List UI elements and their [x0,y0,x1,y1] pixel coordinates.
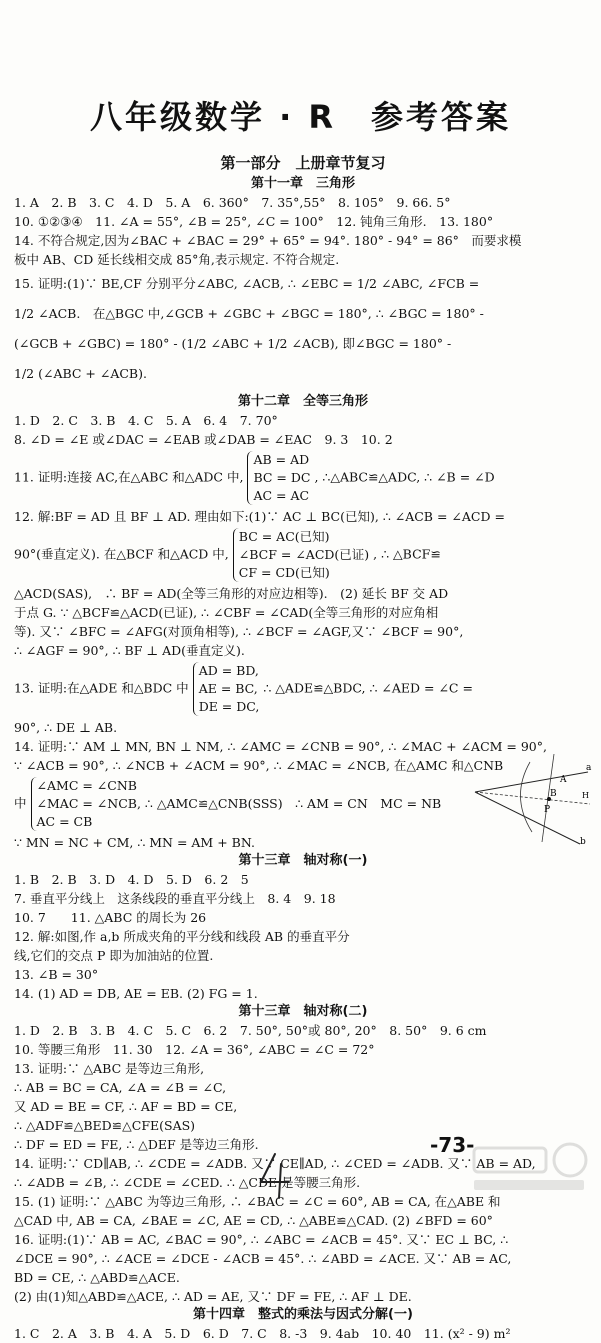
system-line: DE = DC, [198,699,260,714]
watermark-box [474,1148,546,1172]
answer-line: 等). 又∵ ∠BFC = ∠AFG(对顶角相等), ∴ ∠BCF = ∠AGF,又∵ ∠BCF = 90°, [14,624,464,639]
answer-line: ∴ △ADF≌△BED≌△CFE(SAS) [14,1118,196,1133]
answer-line: 1/2 (∠ABC + ∠ACB). [14,366,147,381]
answer-text: , ∴△ABC≌△ADC, ∴ ∠B = ∠D [314,469,495,485]
equation-system-brace [247,451,310,505]
answer-line: ∴ DF = ED = FE, ∴ △DEF 是等边三角形. [14,1137,259,1152]
watermark-circle [554,1144,586,1176]
answer-text: ∴ △ADE≌△BDC, ∴ ∠AED = ∠C = [263,680,473,696]
answer-line: (2) 由(1)知△ABD≌△ACE, ∴ AD = AE, 又∵ DF = FE, ∴ AF ⊥ DE. [14,1289,412,1304]
system-line: AC = AC [253,488,310,503]
answer-text: 90°(垂直定义). 在△BCF 和△ACD 中, [14,546,229,562]
answer-line: 14. (1) AD = DB, AE = EB. (2) FG = 1. [14,986,258,1001]
chapter-11-heading: 第十一章 三角形 [250,176,355,191]
system-line: BC = DC [253,470,311,485]
answer-line-with-system [14,660,592,718]
label-B: B [550,789,557,799]
handwritten-mark [255,1150,295,1200]
answer-line: 8. ∠D = ∠E 或∠DAC = ∠EAB 或∠DAB = ∠EAC 9. 3 10. 2 [14,432,393,447]
answer-line: 13. 证明:∵ △ABC 是等边三角形, [14,1061,205,1076]
answer-line: (∠GCB + ∠GBC) = 180° - (1/2 ∠ABC + 1/2 ∠ACB), 即∠BGC = 180° - [14,336,452,351]
angle-bisector [475,792,590,804]
chapter-13a-heading: 第十三章 轴对称(一) [238,853,368,868]
answer-line: 16. 证明:(1)∵ AB = AC, ∠BAC = 90°, ∴ ∠ABC = ∠ACB = 45°. 又∵ EC ⊥ BC, ∴ [14,1232,509,1247]
answer-line-with-system [14,526,592,584]
answer-text: 11. 证明:连接 AC,在△ABC 和△ADC 中, [14,469,244,485]
label-a: a [586,763,592,773]
answer-line: BD = CE, ∴ △ABD≌△ACE. [14,1270,180,1285]
line-a [475,792,580,844]
handwritten-4-stroke [261,1154,289,1198]
answer-line: ∵ MN = NC + CM, ∴ MN = AM + BN. [14,835,255,850]
watermark-logo [470,1140,590,1195]
answer-line: 15. (1) 证明:∵ △ABC 为等边三角形, ∴ ∠BAC = ∠C = 60°, AB = CA, 在△ABE 和 [14,1194,501,1209]
system-line: ∠MAC = ∠NCB, ∴ △AMC≌△CNB(SSS) ∴ AM = CN MC = NB [36,796,442,811]
chapter-14-heading: 第十四章 整式的乘法与因式分解(一) [193,1307,413,1322]
answer-line: 又 AD = BE = CF, ∴ AF = BD = CE, [14,1099,238,1114]
answer-line: 14. 不符合规定,因为∠BAC + ∠BAC = 29° + 65° = 94°. 180° - 94° = 86° 而要求模 [14,233,522,248]
answer-line: 15. 证明:(1)∵ BE,CF 分别平分∠ABC, ∠ACB, ∴ ∠EBC = 1/2 ∠ABC, ∠FCB = [14,276,480,291]
answer-line: 12. 解:如图,作 a,b 所成夹角的平分线和线段 AB 的垂直平分 [14,929,350,944]
chapter-13b-heading: 第十三章 轴对称(二) [238,1004,368,1019]
answer-line: 90°, ∴ DE ⊥ AB. [14,720,118,735]
watermark-bar [474,1180,584,1190]
chapter-12-heading: 第十二章 全等三角形 [237,394,368,409]
answer-line: 于点 G. ∵ △BCF≌△ACD(已证), ∴ ∠CBF = ∠CAD(全等三角形的对应角相 [14,605,439,620]
answer-line: 板中 AB、CD 延长线相交成 85°角,表示规定. 不符合规定. [14,252,340,267]
answer-line: 1. A 2. B 3. C 4. D 5. A 6. 360° 7. 35°,55° 8. 105° 9. 66. 5° [14,195,451,210]
answer-line: ∵ ∠ACB = 90°, ∴ ∠NCB + ∠ACM = 90°, ∴ ∠MAC = ∠NCB, 在△AMC 和△CNB [14,758,504,773]
answer-line: ∴ AB = BC = CA, ∠A = ∠B = ∠C, [14,1080,227,1095]
answer-line: 1. B 2. B 3. D 4. D 5. D 6. 2 5 [14,872,249,887]
equation-system-brace [193,662,260,716]
answer-line: 14. 证明:∵ CD∥AB, ∴ ∠CDE = ∠ADB. 又∵ CE∥AD, ∴ ∠CED = ∠ADB. 又∵ AB = AD, [14,1156,536,1171]
answer-line: △CAD 中, AB = CA, ∠BAE = ∠C, AE = CD, ∴ △ABE≌△CAD. (2) ∠BFD = 60° [14,1213,493,1228]
system-line: AE = BC, [198,681,258,696]
answer-line: ∴ ∠ADB = ∠B, ∴ ∠CDE = ∠CED. ∴ △CDE 是等腰三角形. [14,1175,361,1190]
answer-line: ∴ ∠AGF = 90°, ∴ BF ⊥ AD(垂直定义). [14,643,245,658]
answer-text: 13. 证明:在△ADE 和△BDC 中 [14,680,189,696]
system-line: AB = AD [253,452,310,467]
answer-line: 1. C 2. A 3. B 4. A 5. D 6. D 7. C 8. -3 9. 4ab 10. 40 11. (x² - 9) m² [14,1326,511,1341]
answer-text: 中 [14,795,27,811]
equation-system-brace [31,777,442,831]
system-line: AD = BD, [198,663,259,678]
system-line: AC = CB [36,814,93,829]
label-H: H [582,791,589,800]
answer-line: 1. D 2. B 3. B 4. C 5. C 6. 2 7. 50°, 50°或 80°, 20° 8. 50° 9. 6 cm [14,1023,487,1038]
answer-text: , ∴ △BCF≌ [373,546,441,562]
answer-line: 10. 7 11. △ABC 的周长为 26 [14,910,207,925]
answer-line: 13. ∠B = 30° [14,967,99,982]
system-line: CF = CD(已知) [238,565,330,580]
answer-line: 12. 解:BF = AD 且 BF ⊥ AD. 理由如下:(1)∵ AC ⊥ BC(已知), ∴ ∠ACB = ∠ACD = [14,509,505,524]
page-title: 八年级数学 · R 参考答案 [89,98,512,136]
answer-line: 10. ①②③④ 11. ∠A = 55°, ∠B = 25°, ∠C = 100° 12. 钝角三角形. 13. 180° [14,214,494,229]
answer-line: 7. 垂直平分线上 这条线段的垂直平分线上 8. 4 9. 18 [14,891,336,906]
part-heading: 第一部分 上册章节复习 [220,154,386,172]
answer-line: 14. 证明:∵ AM ⊥ MN, BN ⊥ NM, ∴ ∠AMC = ∠CNB = 90°, ∴ ∠MAC + ∠ACM = 90°, [14,739,547,754]
system-line: ∠AMC = ∠CNB [36,778,137,793]
answer-line: 10. 等腰三角形 11. 30 12. ∠A = 36°, ∠ABC = ∠C = 72° [14,1042,375,1057]
system-line: BC = AC(已知) [238,529,330,544]
answer-line: 线,它们的交点 P 即为加油站的位置. [14,948,214,963]
answer-line: △ACD(SAS), ∴ BF = AD(全等三角形的对应边相等). (2) 延长 BF 交 AD [14,586,449,601]
answer-line: ∠DCE = 90°, ∴ ∠ACE = ∠DCE - ∠ACB = 45°. ∴ ∠ABD = ∠ACE. 又∵ AB = AC, [14,1251,512,1266]
equation-system-brace [233,528,369,582]
answer-line-with-system [14,449,592,507]
answer-line: 1. D 2. C 3. B 4. C 5. A 6. 4 7. 70° [14,413,278,428]
label-P: P [544,805,551,815]
construction-diagram [470,752,595,847]
page-number: -73- [430,1133,475,1157]
label-A: A [560,775,567,785]
system-line: ∠BCF = ∠ACD(已证) [238,547,370,562]
label-b: b [580,837,586,847]
line-b [475,772,588,792]
answer-line: 1/2 ∠ACB. 在△BGC 中,∠GCB + ∠GBC + ∠BGC = 180°, ∴ ∠BGC = 180° - [14,306,484,321]
